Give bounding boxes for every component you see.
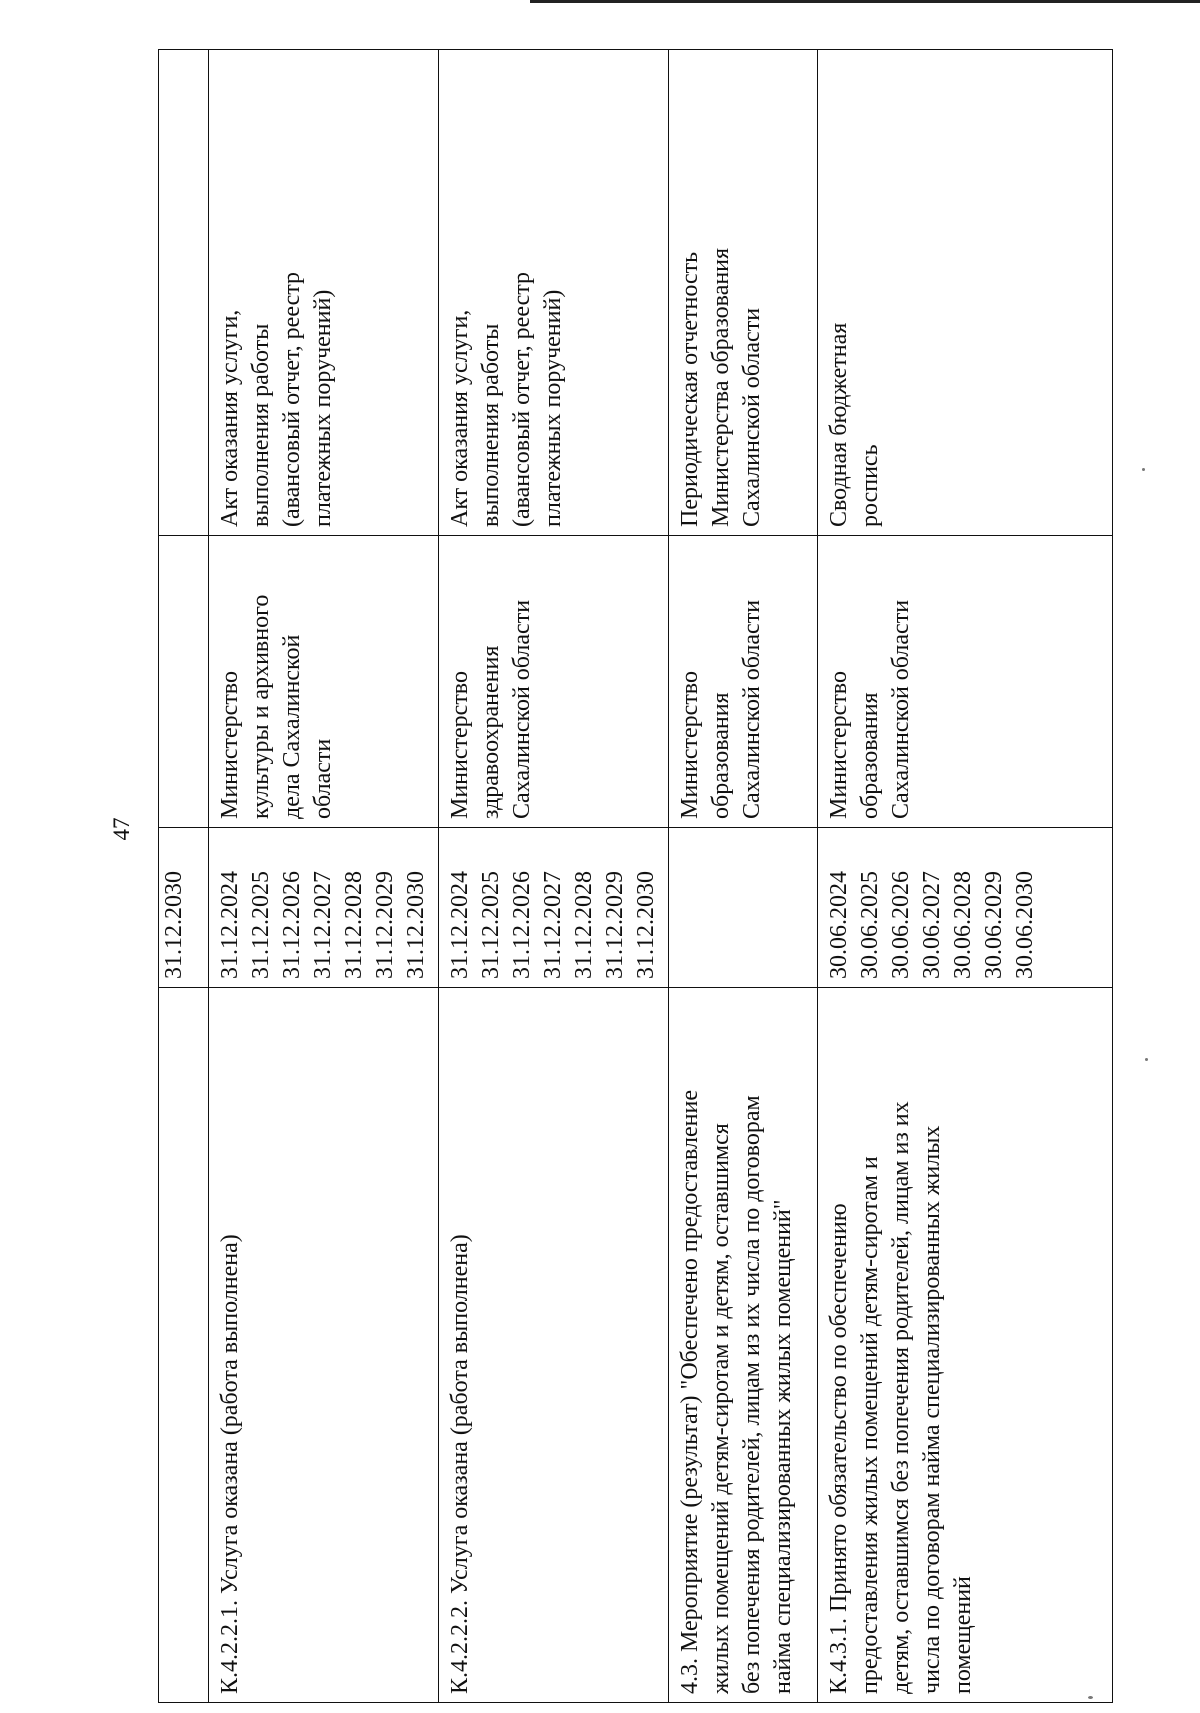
results-table [158, 49, 1113, 1703]
page-number: 47 [109, 817, 134, 841]
rotated-table-container [158, 50, 1113, 1703]
table-row [209, 50, 439, 1703]
cell-name: 4.3. Мероприятие (результат) "Обеспечено предоставление жилых помещений детям-сиротам и детям, оставшимся без попечения родителей, лицам из их числа по договорам найма специализированных жилых помещений" [669, 988, 818, 1703]
table-row [818, 50, 1113, 1703]
table-row [669, 50, 818, 1703]
cell-responsible [159, 536, 209, 828]
cell-document [159, 50, 209, 536]
cell-dates: 31.12.2024 31.12.2025 31.12.2026 31.12.2027 31.12.2028 31.12.2029 31.12.2030 [209, 828, 439, 988]
cell-responsible: Министерство образования Сахалинской области [669, 536, 818, 828]
cell-dates: 31.12.2030 [159, 828, 209, 988]
cell-responsible: Министерство здравоохранения Сахалинской области [439, 536, 669, 828]
cell-name: К.4.2.2.1. Услуга оказана (работа выполнена) [209, 988, 439, 1703]
top-border-line [530, 0, 1200, 3]
scan-speck [1145, 1058, 1148, 1061]
table-row [439, 50, 669, 1703]
cell-document: Акт оказания услуги, выполнения работы (авансовый отчет, реестр платежных поручений) [439, 50, 669, 536]
cell-responsible: Министерство культуры и архивного дела Сахалинской области [209, 536, 439, 828]
cell-dates [669, 828, 818, 988]
scan-speck [1142, 468, 1145, 471]
cell-dates: 31.12.2024 31.12.2025 31.12.2026 31.12.2027 31.12.2028 31.12.2029 31.12.2030 [439, 828, 669, 988]
cell-document: Акт оказания услуги, выполнения работы (авансовый отчет, реестр платежных поручений) [209, 50, 439, 536]
cell-dates: 30.06.2024 30.06.2025 30.06.2026 30.06.2027 30.06.2028 30.06.2029 30.06.2030 [818, 828, 1113, 988]
scan-speck [1088, 1696, 1093, 1699]
cell-responsible: Министерство образования Сахалинской области [818, 536, 1113, 828]
cell-name: К.4.2.2.2. Услуга оказана (работа выполнена) [439, 988, 669, 1703]
table-row [159, 50, 209, 1703]
cell-name: К.4.3.1. Принято обязательство по обеспечению предоставления жилых помещений детям-сиротам и детям, оставшимся без попечения родителей, лицам из их числа по договорам найма специализированных жилых помещений [818, 988, 1113, 1703]
cell-document: Периодическая отчетность Министерства образования Сахалинской области [669, 50, 818, 536]
cell-name [159, 988, 209, 1703]
cell-document: Сводная бюджетная роспись [818, 50, 1113, 536]
